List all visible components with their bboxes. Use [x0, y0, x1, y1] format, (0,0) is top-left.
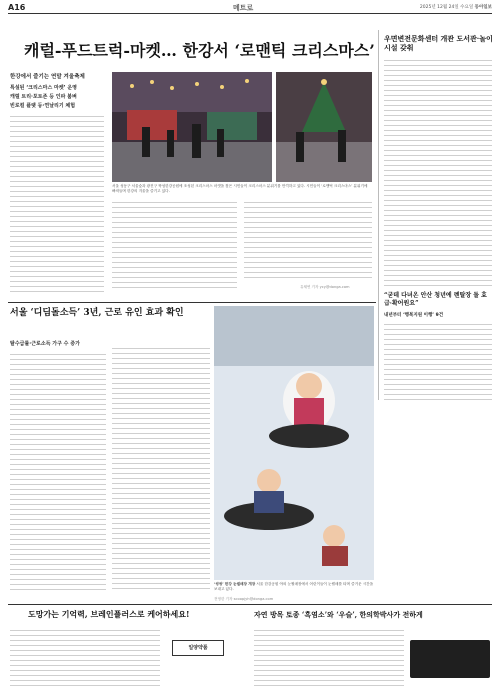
side-quote-body — [384, 322, 492, 402]
market-photo-right — [276, 72, 372, 182]
page-header — [8, 3, 492, 14]
ad-goat-product-image — [410, 640, 490, 678]
top-story-subheads — [10, 84, 106, 111]
subhead: 빈로컬 플랫 등·연날리기 체험 — [10, 103, 76, 109]
side-story-headline: 우면변전문화센터 개관 도서관·놀이시설 갖춰 — [384, 34, 493, 52]
snow-story-headline: 서울 ‘디딤돌소득’ 3년, 근로 유인 효과 확인 — [10, 308, 184, 318]
section-name: 메트로 — [233, 4, 254, 12]
snow-photo-label: ‘씽씽’ 한강 눈썰매장 개장 — [214, 582, 256, 586]
snow-story-byline: 전영한 기자 scoopjyh@donga.com — [214, 597, 274, 601]
subhead: 특설된 ‘크리스마스 마켓’ 운영 — [10, 85, 77, 91]
top-story-byline: 유채연 기자 ycy@donga.com — [300, 285, 350, 289]
column-divider — [378, 30, 379, 400]
top-story-kicker: 한강에서 즐기는 연말 겨울축제 — [10, 74, 85, 80]
christmas-market-photo — [112, 72, 272, 182]
ad-brain-body — [10, 628, 160, 686]
side-quote-headline: “굳데 다녀온 안산 청년에 렌탈장 돌 효급·확어원요” — [384, 292, 487, 307]
snow-story-body-right — [112, 346, 210, 590]
ad-brain-headline: 도망가는 기억력, 브레인플러스로 케어하세요! — [28, 609, 190, 619]
top-headline: 캐럴-푸드트럭-마켓… 한강서 ‘로맨틱 크리스마스’ — [24, 41, 375, 60]
snow-photo-caption: ‘씽씽’ 한강 눈썰매장 개장 서울 한강공원 야외 눈썰매장에서 어린이들이 눈썰매를 타며 즐거운 시간을 보내고 있다. — [214, 582, 374, 591]
side-quote-sub: 내년부터 ‘행복지원 이행’ 9건 — [384, 313, 444, 318]
section-divider — [8, 302, 376, 303]
snow-story-kicker: 탈수급률·근로소득 가구 수 증가 — [10, 341, 80, 347]
side-story-body — [384, 58, 492, 288]
snow-sledding-photo — [214, 306, 374, 580]
ad-goat-body — [254, 628, 404, 686]
top-story-body-left — [10, 114, 104, 294]
top-story-body-right — [244, 200, 372, 282]
top-story-body-mid — [112, 200, 237, 290]
ad-brand-logo: 일양약품 — [172, 640, 224, 656]
issue-date: 2025년 12월 24일 수요일 동아일보 — [419, 5, 492, 10]
subhead: 캐럴 트리·포토존 등 인파 붐벼 — [10, 94, 77, 100]
ad-divider — [8, 604, 492, 605]
ad-goat-headline: 자연 방목 토종 ‘흑염소’와 ‘우슬’, 한의학박사가 전하게 — [254, 610, 423, 619]
snow-story-body-left — [10, 352, 106, 590]
top-photo-caption: 서울 성동구 서울숲과 광진구 뚝섬한강공원에 조성된 크리스마스 마켓을 찾은 시민들이 크리스마스 분위기를 만끽하고 있다. 시민들이 ‘로맨틱 크리스마스’ 분위기에 빠져들며 한강의 겨울을 즐기고 있다. — [112, 184, 368, 193]
page-number: A16 — [8, 3, 26, 12]
